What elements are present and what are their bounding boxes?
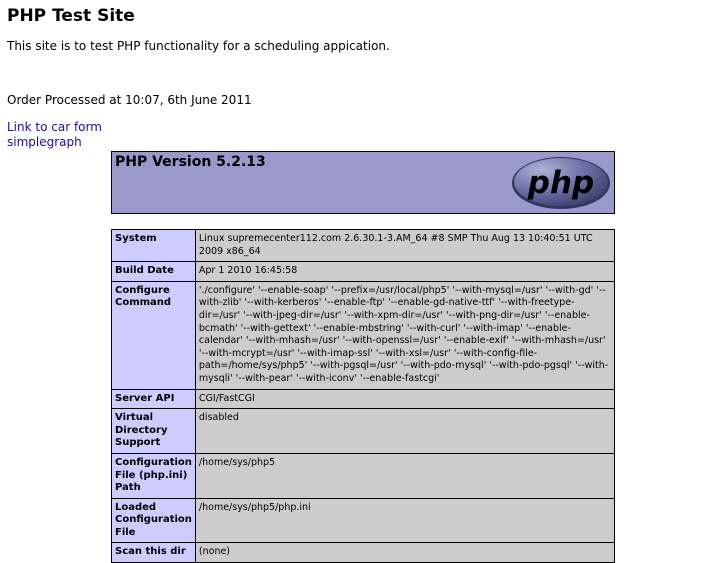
row-key: Configuration File (php.ini) Path bbox=[112, 453, 196, 498]
link-list bbox=[7, 120, 102, 150]
row-key: Virtual Directory Support bbox=[112, 409, 196, 454]
order-status: Order Processed at 10:07, 6th June 2011 bbox=[7, 93, 252, 107]
row-value: CGI/FastCGI bbox=[195, 389, 614, 409]
site-intro: This site is to test PHP functionality for a scheduling appication. bbox=[7, 39, 390, 53]
table-row bbox=[112, 262, 615, 282]
car-form-link[interactable]: Link to car form bbox=[7, 120, 102, 134]
site-title: PHP Test Site bbox=[7, 6, 135, 26]
php-version-header bbox=[111, 151, 615, 214]
table-row bbox=[112, 543, 615, 563]
table-row bbox=[112, 230, 615, 262]
php-logo-text: php bbox=[527, 165, 595, 201]
php-version-title: PHP Version 5.2.13 bbox=[115, 154, 266, 170]
table-row bbox=[112, 281, 615, 389]
row-value: Apr 1 2010 16:45:58 bbox=[195, 262, 614, 282]
row-value: (none) bbox=[195, 543, 614, 563]
row-key: Build Date bbox=[112, 262, 196, 282]
php-logo-icon[interactable] bbox=[511, 156, 611, 210]
row-value: /home/sys/php5 bbox=[195, 453, 614, 498]
row-key: Configure Command bbox=[112, 281, 196, 389]
table-row bbox=[112, 498, 615, 543]
phpinfo-table bbox=[111, 229, 615, 563]
row-key: Scan this dir bbox=[112, 543, 196, 563]
row-value: disabled bbox=[195, 409, 614, 454]
row-value: /home/sys/php5/php.ini bbox=[195, 498, 614, 543]
row-key: Server API bbox=[112, 389, 196, 409]
row-key: System bbox=[112, 230, 196, 262]
row-value: Linux supremecenter112.com 2.6.30.1-3.AM_64 #8 SMP Thu Aug 13 10:40:51 UTC 2009 x86_64 bbox=[195, 230, 614, 262]
table-row bbox=[112, 389, 615, 409]
row-key: Loaded Configuration File bbox=[112, 498, 196, 543]
table-row bbox=[112, 453, 615, 498]
row-value: './configure' '--enable-soap' '--prefix=/usr/local/php5' '--with-mysql=/usr' '--with-gd' '--with-zlib' '--with-kerberos' '--enable-ftp' '--enable-gd-native-ttf' '--with-freetype-dir=/usr' '--with-jpeg-dir=/usr' '--with-xpm-dir=/usr' '--with-png-dir=/usr' '--enable-bcmath' '--with-gettext' '--enable-mbstring' '--with-curl' '--with-imap' '--enable-calendar' '--with-mhash=/usr' '--with-openssl=/usr' '--enable-exif' '--with-mhash=/usr' '--with-mcrypt=/usr' '--with-imap-ssl' '--with-xsl=/usr' '--with-config-file-path=/home/sys/php5' '--with-pgsql=/usr' '--with-pdo-mysql' '--with-pdo-pgsql' '--with-mysqli' '--with-pear' '--with-iconv' '--enable-fastcgi' bbox=[195, 281, 614, 389]
table-row bbox=[112, 409, 615, 454]
simplegraph-link[interactable]: simplegraph bbox=[7, 135, 82, 149]
